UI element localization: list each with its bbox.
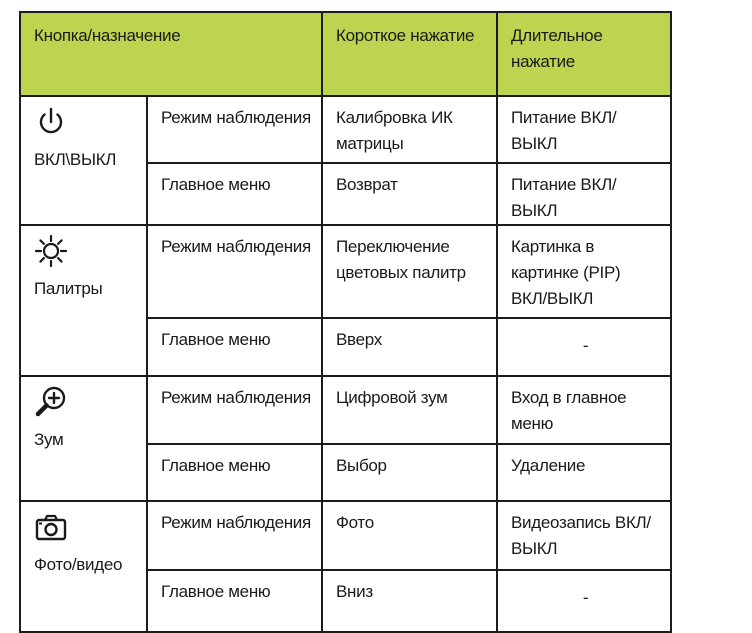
long-press-cell: Картинка в картинке (PIP) ВКЛ/ВЫКЛ <box>497 225 671 318</box>
sun-icon <box>34 234 68 268</box>
mode-cell: Режим наблюдения <box>147 376 322 444</box>
mode-cell: Режим наблюдения <box>147 225 322 318</box>
button-cell-power <box>20 96 147 225</box>
button-label: Фото/видео <box>34 555 123 574</box>
short-press-cell: Возврат <box>322 163 497 225</box>
camera-icon <box>34 510 68 544</box>
short-press-cell: Вниз <box>322 570 497 632</box>
button-label: Зум <box>34 430 64 449</box>
mode-cell: Главное меню <box>147 163 322 225</box>
button-cell-photo-video <box>20 501 147 632</box>
long-press-cell: Вход в главное меню <box>497 376 671 444</box>
mode-cell: Главное меню <box>147 570 322 632</box>
short-press-cell: Цифровой зум <box>322 376 497 444</box>
table-row <box>20 96 671 163</box>
mode-cell: Главное меню <box>147 444 322 501</box>
mode-cell: Режим наблюдения <box>147 96 322 163</box>
short-press-cell: Выбор <box>322 444 497 501</box>
button-cell-palette <box>20 225 147 376</box>
empty-dash: - <box>582 336 589 355</box>
table-row <box>20 501 671 570</box>
button-function-table <box>19 11 672 633</box>
button-cell-zoom <box>20 376 147 501</box>
button-label: Палитры <box>34 279 103 298</box>
header-button-purpose: Кнопка/назначение <box>20 12 322 96</box>
short-press-cell: Фото <box>322 501 497 570</box>
long-press-cell: Видеозапись ВКЛ/ ВЫКЛ <box>497 501 671 570</box>
power-icon <box>34 105 68 139</box>
mode-cell: Главное меню <box>147 318 322 376</box>
short-press-cell: Вверх <box>322 318 497 376</box>
button-label: ВКЛ\ВЫКЛ <box>34 150 117 169</box>
long-press-cell: Удаление <box>497 444 671 501</box>
zoom-icon <box>34 385 68 419</box>
long-press-cell: Питание ВКЛ/ВЫКЛ <box>497 96 671 163</box>
header-row <box>20 12 671 96</box>
mode-cell: Режим наблюдения <box>147 501 322 570</box>
header-short-press: Короткое нажатие <box>322 12 497 96</box>
empty-dash: - <box>582 588 589 607</box>
long-press-cell <box>497 570 671 632</box>
table-row <box>20 225 671 318</box>
long-press-cell: Питание ВКЛ/ВЫКЛ <box>497 163 671 225</box>
header-long-press: Длительное нажатие <box>497 12 671 96</box>
table-row <box>20 376 671 444</box>
long-press-cell <box>497 318 671 376</box>
short-press-cell: Калибровка ИК матрицы <box>322 96 497 163</box>
short-press-cell: Переключение цветовых палитр <box>322 225 497 318</box>
